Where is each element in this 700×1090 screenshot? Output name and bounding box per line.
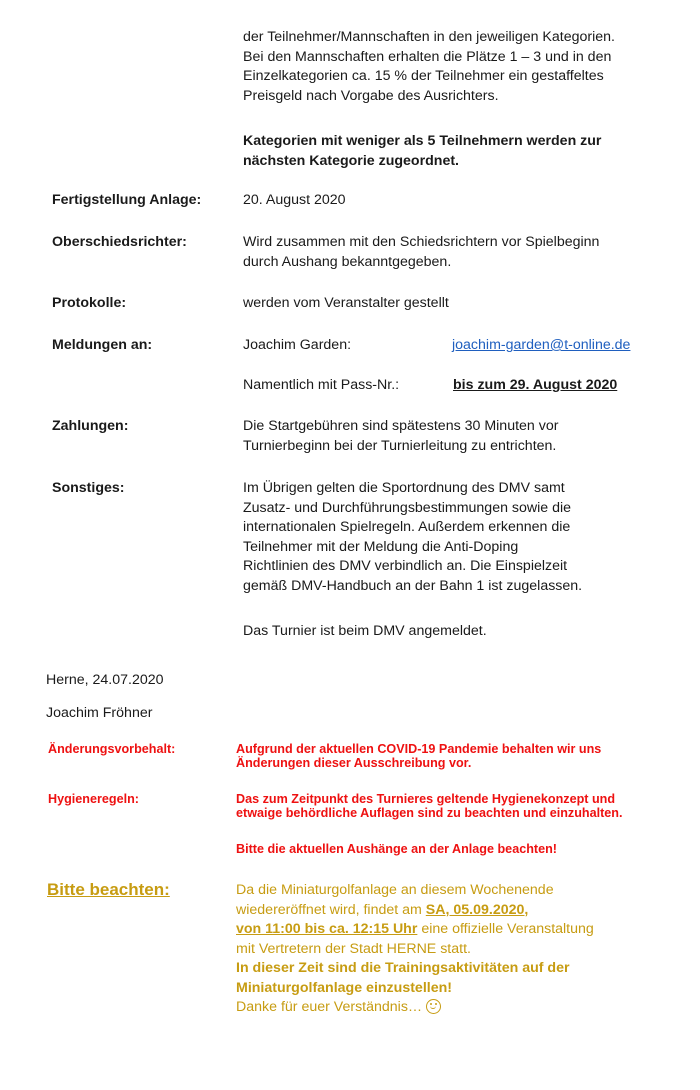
event-date: SA, 05.09.2020, bbox=[425, 901, 529, 918]
sonstiges-note: Das Turnier ist beim DMV angemeldet. bbox=[243, 623, 487, 639]
meldungen-deadline: bis zum 29. August 2020 bbox=[453, 377, 618, 393]
text-line: Wird zusammen mit den Schiedsrichtern vor Spielbeginn bbox=[243, 234, 600, 250]
text-line: mit Vertretern der Stadt HERNE statt. bbox=[236, 940, 471, 957]
text-line: In dieser Zeit sind die Trainingsaktivitäten auf der bbox=[236, 960, 570, 976]
beachten-text bbox=[236, 881, 686, 1018]
category-note bbox=[243, 132, 683, 171]
text-line: Änderungen dieser Ausschreibung vor. bbox=[236, 756, 472, 770]
hygiene-extra: Bitte die aktuellen Aushänge an der Anlage beachten! bbox=[236, 842, 557, 856]
aenderung-value bbox=[236, 742, 696, 770]
meldungen-name: Joachim Garden: bbox=[243, 337, 352, 353]
text-line: Teilnehmer mit der Meldung die Anti-Doping bbox=[243, 538, 519, 555]
smiley-icon bbox=[426, 999, 441, 1014]
text-line: Da die Miniaturgolfanlage an diesem Wochenende bbox=[236, 882, 554, 898]
text-line: durch Aushang bekanntgegeben. bbox=[243, 253, 452, 270]
text-line: Turnierbeginn bei der Turnierleitung zu entrichten. bbox=[243, 437, 557, 454]
zahlungen-label: Zahlungen: bbox=[52, 418, 129, 434]
meldungen-label: Meldungen an: bbox=[52, 337, 153, 353]
fertigstellung-label: Fertigstellung Anlage: bbox=[52, 192, 202, 208]
protokolle-value: werden vom Veranstalter gestellt bbox=[243, 295, 449, 311]
sonstiges-value bbox=[243, 479, 683, 596]
text-line: Aufgrund der aktuellen COVID-19 Pandemie behalten wir uns bbox=[236, 742, 602, 756]
text-line: wiedereröffnet wird, findet am SA, 05.09.2020, bbox=[236, 901, 529, 918]
sonstiges-label: Sonstiges: bbox=[52, 480, 125, 496]
meldungen-pass-text: Namentlich mit Pass-Nr.: bbox=[243, 377, 400, 393]
text-line: Danke für euer Verständnis… bbox=[236, 998, 686, 1018]
hygiene-label: Hygieneregeln: bbox=[48, 792, 139, 806]
text-line: Zusatz- und Durchführungsbestimmungen sowie die bbox=[243, 499, 572, 516]
text-line: gemäß DMV-Handbuch an der Bahn 1 ist zugelassen. bbox=[243, 577, 583, 594]
aenderung-label: Änderungsvorbehalt: bbox=[48, 742, 176, 756]
zahlungen-value bbox=[243, 417, 683, 456]
text-line: Das zum Zeitpunkt des Turnieres geltende Hygienekonzept und bbox=[236, 792, 616, 806]
oberschiedsrichter-label: Oberschiedsrichter: bbox=[52, 234, 187, 250]
text-line: Im Übrigen gelten die Sportordnung des DMV samt bbox=[243, 480, 565, 496]
beachten-heading: Bitte beachten: bbox=[47, 880, 170, 899]
intro-paragraph bbox=[243, 28, 683, 106]
protokolle-label: Protokolle: bbox=[52, 295, 127, 311]
text-line: internationalen Spielregeln. Außerdem erkennen die bbox=[243, 519, 571, 535]
category-note-line: Kategorien mit weniger als 5 Teilnehmern werden zur bbox=[243, 133, 602, 149]
intro-line: Einzelkategorien ca. 15 % der Teilnehmer ein gestaffeltes bbox=[243, 68, 604, 84]
intro-line: Preisgeld nach Vorgabe des Ausrichters. bbox=[243, 87, 499, 104]
text-line: Richtlinien des DMV verbindlich an. Die Einspielzeit bbox=[243, 558, 568, 574]
text-line: Die Startgebühren sind spätestens 30 Minuten vor bbox=[243, 418, 559, 434]
place-date: Herne, 24.07.2020 bbox=[46, 672, 164, 688]
intro-line: der Teilnehmer/Mannschaften in den jeweiligen Kategorien. bbox=[243, 29, 615, 45]
event-time: von 11:00 bis ca. 12:15 Uhr bbox=[236, 921, 418, 937]
fertigstellung-value: 20. August 2020 bbox=[243, 192, 346, 208]
email-link[interactable]: joachim-garden@t-online.de bbox=[452, 337, 631, 353]
oberschiedsrichter-value bbox=[243, 233, 683, 272]
intro-line: Bei den Mannschaften erhalten die Plätze 1 – 3 und in den bbox=[243, 48, 612, 65]
hygiene-value bbox=[236, 792, 696, 820]
signer-name: Joachim Fröhner bbox=[46, 705, 153, 721]
text-line: etwaige behördliche Auflagen sind zu beachten und einzuhalten. bbox=[236, 806, 623, 820]
category-note-line: nächsten Kategorie zugeordnet. bbox=[243, 152, 459, 169]
text-line: von 11:00 bis ca. 12:15 Uhr eine offizielle Veranstaltung bbox=[236, 921, 594, 937]
text-line: Miniaturgolfanlage einzustellen! bbox=[236, 979, 452, 996]
